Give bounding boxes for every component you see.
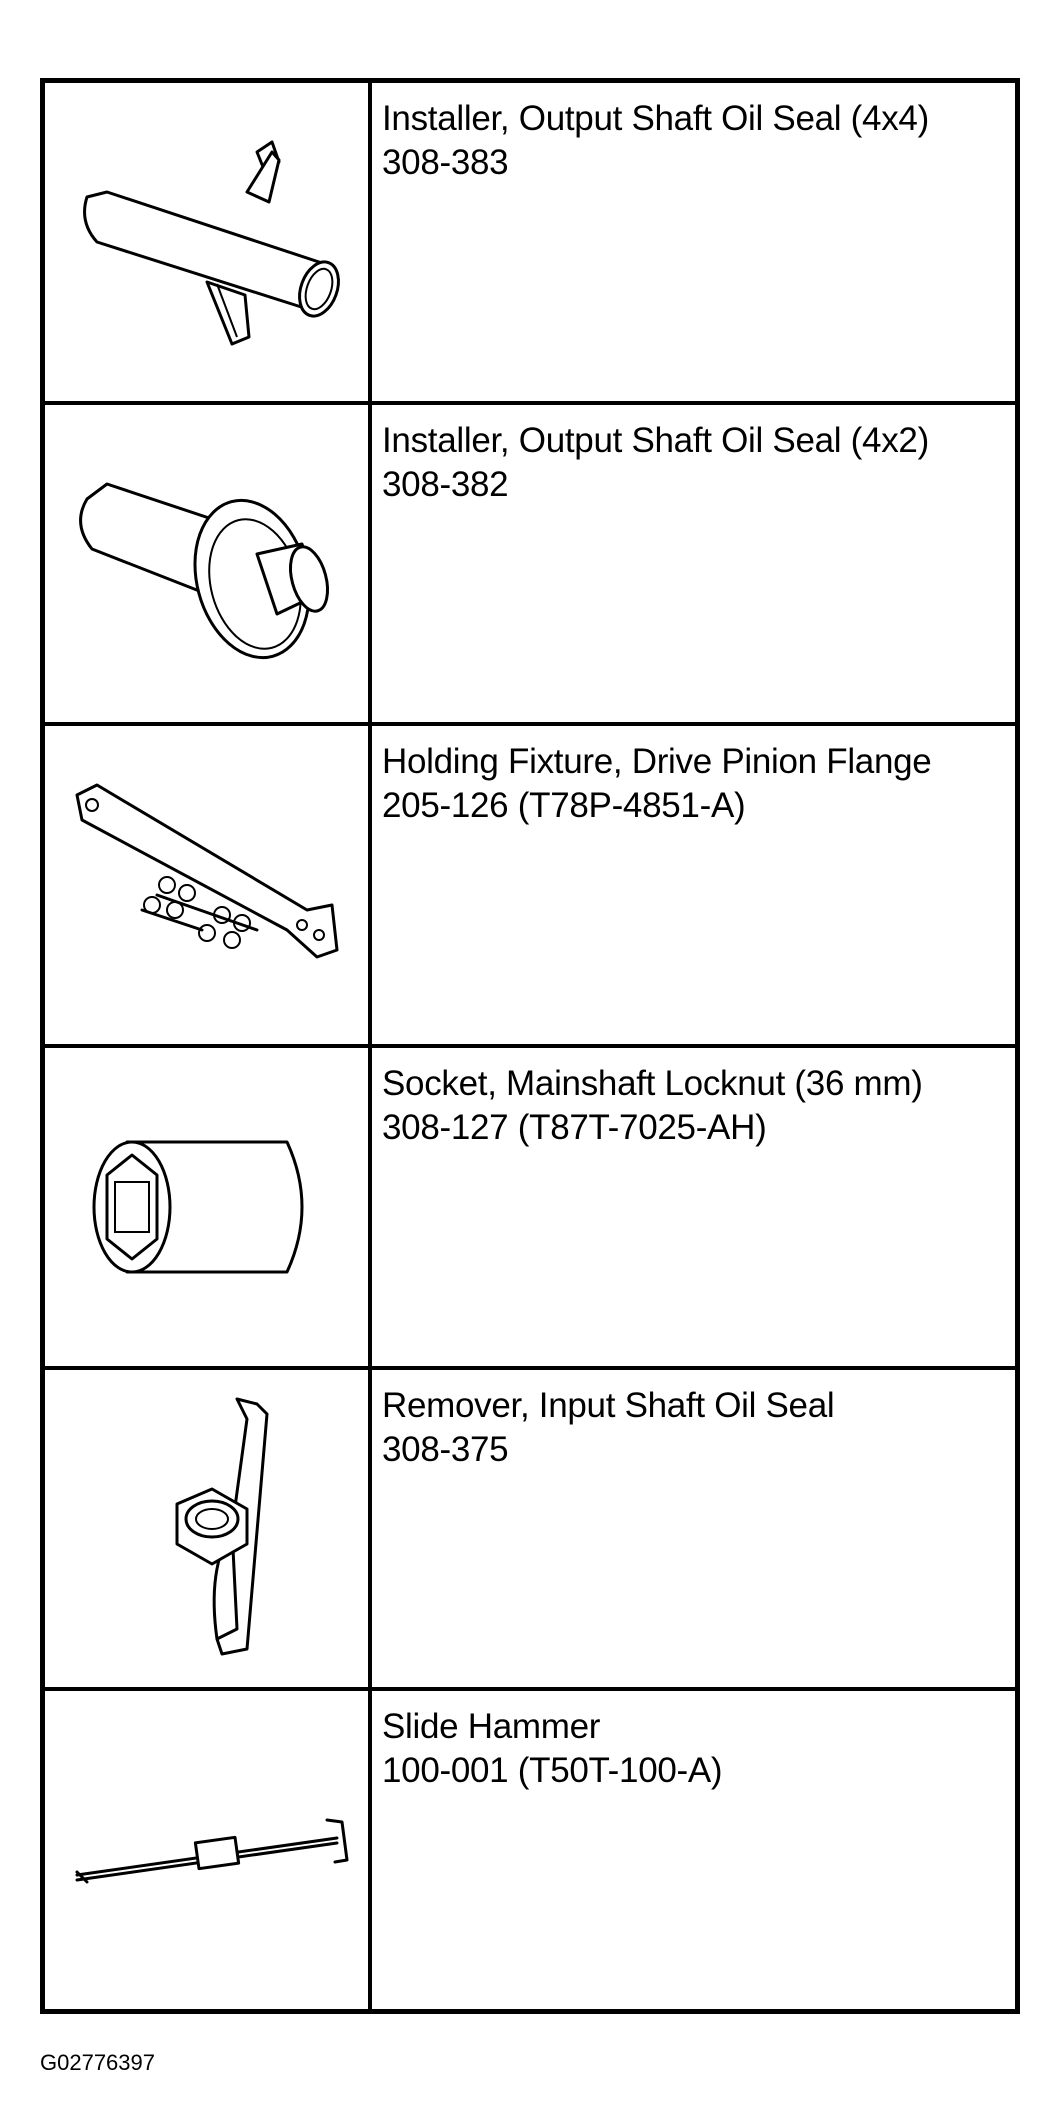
tool-name: Socket, Mainshaft Locknut (36 mm) <box>382 1064 923 1104</box>
tool-row <box>45 405 1015 727</box>
tool-description <box>372 1370 1015 1688</box>
tool-row <box>45 83 1015 405</box>
output-seal-installer-4x4-icon <box>57 92 357 392</box>
holding-fixture-icon <box>57 735 357 1035</box>
seal-remover-icon <box>57 1379 357 1679</box>
tool-illustration-cell <box>45 83 372 401</box>
tool-number: 308-375 <box>382 1429 509 1469</box>
tool-number: 100-001 (T50T-100-A) <box>382 1751 723 1791</box>
tool-illustration-cell <box>45 726 372 1044</box>
tool-name: Slide Hammer <box>382 1707 601 1747</box>
tool-illustration-cell <box>45 1370 372 1688</box>
tool-description <box>372 726 1015 1044</box>
tool-description <box>372 405 1015 723</box>
tool-number: 308-383 <box>382 143 509 182</box>
special-tools-table <box>40 78 1020 2014</box>
socket-icon <box>57 1057 357 1357</box>
tool-row <box>45 1048 1015 1370</box>
tool-row <box>45 726 1015 1048</box>
tool-name: Remover, Input Shaft Oil Seal <box>382 1385 835 1425</box>
tool-description <box>372 83 1015 401</box>
tool-row <box>45 1370 1015 1692</box>
tool-illustration-cell <box>45 1048 372 1366</box>
tool-description <box>372 1691 1015 2009</box>
tool-name: Installer, Output Shaft Oil Seal (4x2) <box>382 420 929 460</box>
tool-row <box>45 1691 1015 2009</box>
tool-illustration-cell <box>45 405 372 723</box>
tool-number: 308-382 <box>382 464 509 504</box>
tool-number: 205-126 (T78P-4851-A) <box>382 786 746 826</box>
tool-description <box>372 1048 1015 1366</box>
tool-number: 308-127 (T87T-7025-AH) <box>382 1108 767 1148</box>
figure-id: G02776397 <box>40 2050 155 2075</box>
output-seal-installer-4x2-icon <box>57 414 357 714</box>
tool-name: Holding Fixture, Drive Pinion Flange <box>382 742 932 782</box>
tool-illustration-cell <box>45 1691 372 2009</box>
slide-hammer-icon <box>57 1700 357 2000</box>
tool-name: Installer, Output Shaft Oil Seal (4x4) <box>382 99 929 138</box>
